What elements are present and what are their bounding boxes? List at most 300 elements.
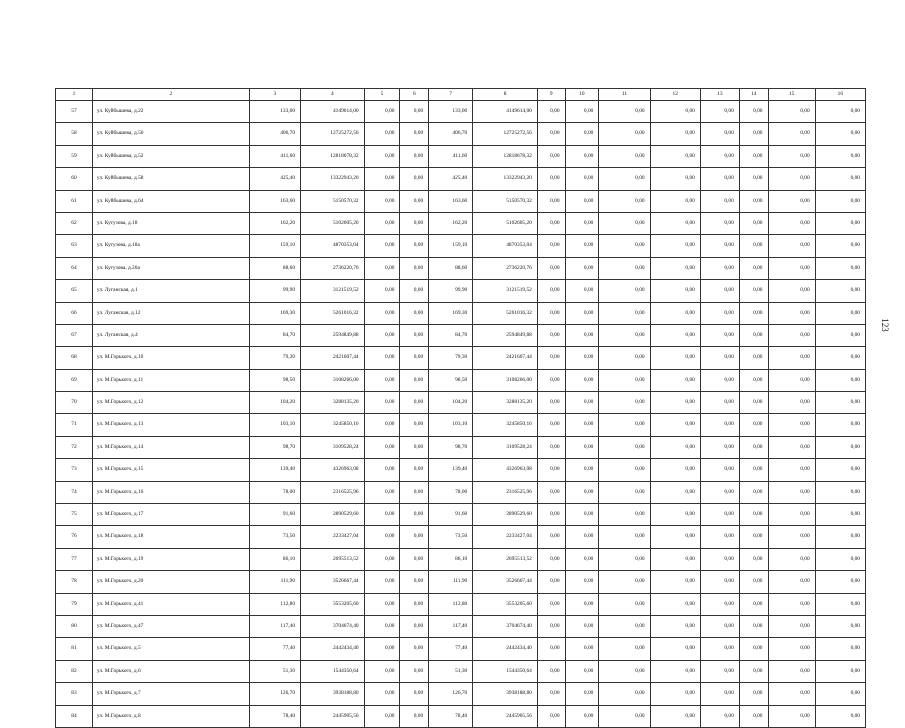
value-cell: 0,00 xyxy=(650,615,700,637)
value-cell: 2890529,60 xyxy=(301,504,365,526)
value-cell: 0,00 xyxy=(650,705,700,727)
value-cell: 0,00 xyxy=(537,459,565,481)
value-cell: 0,00 xyxy=(599,190,650,212)
table-row xyxy=(56,235,866,257)
value-cell: 0,00 xyxy=(537,414,565,436)
value-cell: 2736220,76 xyxy=(473,257,538,279)
value-cell: 0,00 xyxy=(815,392,865,414)
value-cell: 0,00 xyxy=(565,705,599,727)
value-cell: 0,00 xyxy=(599,705,650,727)
table-body xyxy=(56,89,866,728)
value-cell: 111,90 xyxy=(249,571,300,593)
value-cell: 5150570,32 xyxy=(473,190,538,212)
column-header: 6 xyxy=(400,89,429,101)
value-cell: 0,00 xyxy=(700,168,739,190)
value-cell: 0,00 xyxy=(400,235,429,257)
value-cell: 0,00 xyxy=(364,235,400,257)
value-cell: 0,00 xyxy=(739,660,768,682)
address-cell: ул. Кутузова, д.18 xyxy=(92,212,249,234)
address-cell: ул. Куйбышева, д.58 xyxy=(92,168,249,190)
value-cell: 0,00 xyxy=(599,212,650,234)
value-cell: 0,00 xyxy=(565,212,599,234)
value-cell: 0,00 xyxy=(768,145,815,167)
value-cell: 0,00 xyxy=(739,145,768,167)
value-cell: 0,00 xyxy=(700,145,739,167)
value-cell: 0,00 xyxy=(400,347,429,369)
value-cell: 0,00 xyxy=(650,324,700,346)
value-cell: 0,00 xyxy=(650,212,700,234)
value-cell: 0,00 xyxy=(537,145,565,167)
value-cell: 0,00 xyxy=(815,436,865,458)
address-cell: ул. М.Горького, д.5 xyxy=(92,638,249,660)
value-cell: 0,00 xyxy=(537,212,565,234)
value-cell: 0,00 xyxy=(650,459,700,481)
value-cell: 0,00 xyxy=(768,101,815,123)
value-cell: 0,00 xyxy=(815,414,865,436)
value-cell: 0,00 xyxy=(739,212,768,234)
value-cell: 0,00 xyxy=(565,504,599,526)
value-cell: 2316525,96 xyxy=(301,481,365,503)
value-cell: 86,10 xyxy=(249,548,300,570)
value-cell: 0,00 xyxy=(650,257,700,279)
table-row xyxy=(56,302,866,324)
value-cell: 0,00 xyxy=(700,101,739,123)
value-cell: 0,00 xyxy=(650,436,700,458)
value-cell: 0,00 xyxy=(537,392,565,414)
value-cell: 0,00 xyxy=(364,190,400,212)
value-cell: 12725272,56 xyxy=(301,123,365,145)
value-cell: 0,00 xyxy=(364,123,400,145)
value-cell: 86,10 xyxy=(429,548,473,570)
address-cell: ул. Кутузова, д.18а xyxy=(92,235,249,257)
value-cell: 0,00 xyxy=(815,123,865,145)
value-cell: 0,00 xyxy=(739,459,768,481)
value-cell: 3109528,24 xyxy=(301,436,365,458)
value-cell: 0,00 xyxy=(364,459,400,481)
value-cell: 0,00 xyxy=(599,235,650,257)
value-cell: 0,00 xyxy=(599,392,650,414)
value-cell: 0,00 xyxy=(364,347,400,369)
row-number-cell: 84 xyxy=(56,705,93,727)
value-cell: 139,40 xyxy=(249,459,300,481)
value-cell: 0,00 xyxy=(768,369,815,391)
value-cell: 3121519,52 xyxy=(473,280,538,302)
value-cell: 0,00 xyxy=(768,526,815,548)
value-cell: 4326963,08 xyxy=(473,459,538,481)
value-cell: 0,00 xyxy=(400,660,429,682)
address-cell: ул. Луганская, д.1 xyxy=(92,280,249,302)
value-cell: 0,00 xyxy=(565,660,599,682)
value-cell: 0,00 xyxy=(700,660,739,682)
value-cell: 0,00 xyxy=(700,683,739,705)
table-row xyxy=(56,369,866,391)
table-row xyxy=(56,683,866,705)
value-cell: 0,00 xyxy=(768,302,815,324)
value-cell: 0,00 xyxy=(537,436,565,458)
value-cell: 98,50 xyxy=(249,369,300,391)
row-number-cell: 59 xyxy=(56,145,93,167)
value-cell: 0,00 xyxy=(650,190,700,212)
value-cell: 12818678,32 xyxy=(301,145,365,167)
row-number-cell: 68 xyxy=(56,347,93,369)
value-cell: 112,80 xyxy=(249,593,300,615)
header-row xyxy=(56,89,866,101)
value-cell: 0,00 xyxy=(768,392,815,414)
value-cell: 2445905,56 xyxy=(473,705,538,727)
column-header: 1 xyxy=(56,89,93,101)
value-cell: 5102605,20 xyxy=(301,212,365,234)
value-cell: 0,00 xyxy=(537,705,565,727)
address-cell: ул. М.Горького, д.7 xyxy=(92,683,249,705)
value-cell: 0,00 xyxy=(537,168,565,190)
table-row xyxy=(56,324,866,346)
value-cell: 0,00 xyxy=(400,302,429,324)
value-cell: 0,00 xyxy=(565,392,599,414)
column-header: 15 xyxy=(768,89,815,101)
value-cell: 425,40 xyxy=(249,168,300,190)
value-cell: 0,00 xyxy=(700,347,739,369)
value-cell: 0,00 xyxy=(739,101,768,123)
value-cell: 0,00 xyxy=(537,660,565,682)
value-cell: 133,00 xyxy=(249,101,300,123)
value-cell: 3109528,24 xyxy=(473,436,538,458)
value-cell: 0,00 xyxy=(650,660,700,682)
value-cell: 0,00 xyxy=(565,101,599,123)
value-cell: 0,00 xyxy=(650,571,700,593)
value-cell: 1544350,64 xyxy=(473,660,538,682)
value-cell: 0,00 xyxy=(650,101,700,123)
value-cell: 0,00 xyxy=(400,190,429,212)
value-cell: 0,00 xyxy=(768,280,815,302)
value-cell: 84,70 xyxy=(249,324,300,346)
value-cell: 0,00 xyxy=(815,638,865,660)
value-cell: 98,50 xyxy=(429,369,473,391)
value-cell: 0,00 xyxy=(364,414,400,436)
row-number-cell: 71 xyxy=(56,414,93,436)
value-cell: 0,00 xyxy=(537,101,565,123)
address-cell: ул. Кутузова, д.20а xyxy=(92,257,249,279)
address-cell: ул. Луганская, д.4 xyxy=(92,324,249,346)
row-number-cell: 69 xyxy=(56,369,93,391)
value-cell: 0,00 xyxy=(565,168,599,190)
value-cell: 4870353,04 xyxy=(473,235,538,257)
value-cell: 0,00 xyxy=(537,548,565,570)
value-cell: 0,00 xyxy=(700,123,739,145)
value-cell: 162,20 xyxy=(249,212,300,234)
table-row xyxy=(56,280,866,302)
value-cell: 0,00 xyxy=(768,190,815,212)
value-cell: 78,40 xyxy=(249,705,300,727)
column-header: 16 xyxy=(815,89,865,101)
value-cell: 0,00 xyxy=(400,414,429,436)
value-cell: 0,00 xyxy=(768,481,815,503)
value-cell: 0,00 xyxy=(599,101,650,123)
value-cell: 0,00 xyxy=(599,280,650,302)
value-cell: 0,00 xyxy=(768,615,815,637)
value-cell: 0,00 xyxy=(650,526,700,548)
value-cell: 0,00 xyxy=(400,257,429,279)
address-cell: ул. М.Горького, д.20 xyxy=(92,571,249,593)
value-cell: 0,00 xyxy=(815,257,865,279)
value-cell: 0,00 xyxy=(537,615,565,637)
value-cell: 0,00 xyxy=(815,705,865,727)
value-cell: 0,00 xyxy=(700,414,739,436)
value-cell: 0,00 xyxy=(650,481,700,503)
value-cell: 91,60 xyxy=(429,504,473,526)
column-header: 13 xyxy=(700,89,739,101)
value-cell: 2695513,52 xyxy=(473,548,538,570)
row-number-cell: 83 xyxy=(56,683,93,705)
value-cell: 0,00 xyxy=(650,145,700,167)
value-cell: 0,00 xyxy=(700,705,739,727)
value-cell: 0,00 xyxy=(650,302,700,324)
value-cell: 0,00 xyxy=(700,280,739,302)
value-cell: 163,60 xyxy=(249,190,300,212)
value-cell: 3526667,44 xyxy=(473,571,538,593)
table-row xyxy=(56,548,866,570)
value-cell: 0,00 xyxy=(739,369,768,391)
row-number-cell: 66 xyxy=(56,302,93,324)
address-cell: ул. М.Горького, д.16 xyxy=(92,481,249,503)
value-cell: 5102605,20 xyxy=(473,212,538,234)
row-number-cell: 73 xyxy=(56,459,93,481)
address-cell: ул. М.Горького, д.10 xyxy=(92,347,249,369)
address-cell: ул. Куйбышева, д.52 xyxy=(92,145,249,167)
value-cell: 111,90 xyxy=(429,571,473,593)
column-header: 5 xyxy=(364,89,400,101)
value-cell: 0,00 xyxy=(599,436,650,458)
value-cell: 0,00 xyxy=(815,235,865,257)
value-cell: 0,00 xyxy=(739,504,768,526)
value-cell: 0,00 xyxy=(739,168,768,190)
value-cell: 411,60 xyxy=(429,145,473,167)
value-cell: 0,00 xyxy=(650,638,700,660)
table-row xyxy=(56,347,866,369)
value-cell: 0,00 xyxy=(739,235,768,257)
value-cell: 0,00 xyxy=(537,369,565,391)
value-cell: 126,70 xyxy=(429,683,473,705)
value-cell: 0,00 xyxy=(599,683,650,705)
value-cell: 0,00 xyxy=(565,526,599,548)
value-cell: 12818678,32 xyxy=(473,145,538,167)
value-cell: 104,20 xyxy=(249,392,300,414)
value-cell: 0,00 xyxy=(364,145,400,167)
value-cell: 0,00 xyxy=(400,593,429,615)
address-cell: ул. М.Горького, д.17 xyxy=(92,504,249,526)
value-cell: 0,00 xyxy=(768,436,815,458)
value-cell: 0,00 xyxy=(650,347,700,369)
value-cell: 0,00 xyxy=(739,324,768,346)
value-cell: 0,00 xyxy=(815,615,865,637)
value-cell: 0,00 xyxy=(537,504,565,526)
value-cell: 0,00 xyxy=(650,683,700,705)
value-cell: 5150570,32 xyxy=(301,190,365,212)
value-cell: 98,70 xyxy=(249,436,300,458)
value-cell: 112,80 xyxy=(429,593,473,615)
address-cell: ул. М.Горького, д.12 xyxy=(92,392,249,414)
value-cell: 51,30 xyxy=(429,660,473,682)
value-cell: 0,00 xyxy=(364,369,400,391)
table-row xyxy=(56,123,866,145)
table-row xyxy=(56,212,866,234)
value-cell: 0,00 xyxy=(537,638,565,660)
address-cell: ул. Куйбышева, д.50 xyxy=(92,123,249,145)
value-cell: 2442434,40 xyxy=(301,638,365,660)
value-cell: 0,00 xyxy=(815,459,865,481)
column-header: 11 xyxy=(599,89,650,101)
value-cell: 0,00 xyxy=(650,280,700,302)
value-cell: 0,00 xyxy=(565,638,599,660)
value-cell: 3288135,20 xyxy=(473,392,538,414)
row-number-cell: 70 xyxy=(56,392,93,414)
row-number-cell: 74 xyxy=(56,481,93,503)
value-cell: 162,20 xyxy=(429,212,473,234)
value-cell: 0,00 xyxy=(815,369,865,391)
address-cell: ул. Куйбышева, д.64 xyxy=(92,190,249,212)
value-cell: 0,00 xyxy=(565,593,599,615)
value-cell: 0,00 xyxy=(700,615,739,637)
value-cell: 0,00 xyxy=(400,369,429,391)
value-cell: 0,00 xyxy=(650,123,700,145)
value-cell: 0,00 xyxy=(768,548,815,570)
value-cell: 103,10 xyxy=(429,414,473,436)
column-header: 2 xyxy=(92,89,249,101)
value-cell: 0,00 xyxy=(815,683,865,705)
value-cell: 0,00 xyxy=(537,683,565,705)
value-cell: 5261016,32 xyxy=(473,302,538,324)
value-cell: 117,40 xyxy=(249,615,300,637)
value-cell: 0,00 xyxy=(650,548,700,570)
address-cell: ул. М.Горького, д.41 xyxy=(92,593,249,615)
value-cell: 0,00 xyxy=(815,504,865,526)
value-cell: 0,00 xyxy=(768,257,815,279)
value-cell: 77,40 xyxy=(249,638,300,660)
value-cell: 0,00 xyxy=(599,660,650,682)
address-cell: ул. М.Горького, д.13 xyxy=(92,414,249,436)
value-cell: 0,00 xyxy=(400,526,429,548)
value-cell: 0,00 xyxy=(537,481,565,503)
value-cell: 2890529,60 xyxy=(473,504,538,526)
value-cell: 0,00 xyxy=(599,168,650,190)
row-number-cell: 61 xyxy=(56,190,93,212)
value-cell: 73,50 xyxy=(429,526,473,548)
value-cell: 0,00 xyxy=(537,347,565,369)
value-cell: 0,00 xyxy=(700,257,739,279)
row-number-cell: 79 xyxy=(56,593,93,615)
value-cell: 73,50 xyxy=(249,526,300,548)
value-cell: 0,00 xyxy=(364,101,400,123)
value-cell: 0,00 xyxy=(599,257,650,279)
value-cell: 0,00 xyxy=(700,638,739,660)
column-header: 9 xyxy=(537,89,565,101)
value-cell: 3245850,16 xyxy=(301,414,365,436)
value-cell: 0,00 xyxy=(739,526,768,548)
value-cell: 0,00 xyxy=(768,504,815,526)
value-cell: 0,00 xyxy=(565,683,599,705)
value-cell: 0,00 xyxy=(739,548,768,570)
value-cell: 0,00 xyxy=(739,347,768,369)
value-cell: 0,00 xyxy=(364,168,400,190)
value-cell: 4326963,08 xyxy=(301,459,365,481)
value-cell: 0,00 xyxy=(599,347,650,369)
value-cell: 0,00 xyxy=(565,459,599,481)
value-cell: 0,00 xyxy=(739,414,768,436)
value-cell: 0,00 xyxy=(599,324,650,346)
value-cell: 2233427,04 xyxy=(473,526,538,548)
value-cell: 3108266,00 xyxy=(473,369,538,391)
value-cell: 0,00 xyxy=(768,347,815,369)
value-cell: 0,00 xyxy=(739,705,768,727)
row-number-cell: 75 xyxy=(56,504,93,526)
column-header: 3 xyxy=(249,89,300,101)
value-cell: 0,00 xyxy=(815,548,865,570)
value-cell: 2233427,04 xyxy=(301,526,365,548)
value-cell: 0,00 xyxy=(599,302,650,324)
value-cell: 2442434,40 xyxy=(473,638,538,660)
row-number-cell: 60 xyxy=(56,168,93,190)
row-number-cell: 67 xyxy=(56,324,93,346)
value-cell: 3704674,40 xyxy=(301,615,365,637)
value-cell: 406,70 xyxy=(249,123,300,145)
column-header: 10 xyxy=(565,89,599,101)
table-row xyxy=(56,638,866,660)
value-cell: 0,00 xyxy=(739,571,768,593)
column-header: 14 xyxy=(739,89,768,101)
value-cell: 0,00 xyxy=(815,660,865,682)
value-cell: 0,00 xyxy=(739,302,768,324)
value-cell: 0,00 xyxy=(364,705,400,727)
value-cell: 0,00 xyxy=(400,571,429,593)
address-cell: ул. М.Горького, д.6 xyxy=(92,660,249,682)
value-cell: 0,00 xyxy=(700,190,739,212)
value-cell: 169,30 xyxy=(249,302,300,324)
value-cell: 0,00 xyxy=(768,459,815,481)
value-cell: 0,00 xyxy=(700,504,739,526)
value-cell: 0,00 xyxy=(537,324,565,346)
value-cell: 0,00 xyxy=(650,168,700,190)
value-cell: 0,00 xyxy=(700,571,739,593)
value-cell: 0,00 xyxy=(815,324,865,346)
table-row xyxy=(56,436,866,458)
value-cell: 0,00 xyxy=(565,302,599,324)
value-cell: 0,00 xyxy=(565,190,599,212)
value-cell: 0,00 xyxy=(565,324,599,346)
value-cell: 0,00 xyxy=(768,324,815,346)
value-cell: 0,00 xyxy=(700,593,739,615)
data-table xyxy=(55,88,866,728)
value-cell: 0,00 xyxy=(400,145,429,167)
value-cell: 406,70 xyxy=(429,123,473,145)
value-cell: 0,00 xyxy=(400,436,429,458)
row-number-cell: 72 xyxy=(56,436,93,458)
value-cell: 3245850,16 xyxy=(473,414,538,436)
address-cell: ул. М.Горького, д.11 xyxy=(92,369,249,391)
row-number-cell: 62 xyxy=(56,212,93,234)
value-cell: 0,00 xyxy=(565,481,599,503)
address-cell: ул. Луганская, д.12 xyxy=(92,302,249,324)
value-cell: 0,00 xyxy=(815,212,865,234)
value-cell: 0,00 xyxy=(400,683,429,705)
value-cell: 0,00 xyxy=(537,302,565,324)
value-cell: 0,00 xyxy=(768,235,815,257)
value-cell: 0,00 xyxy=(565,571,599,593)
table-row xyxy=(56,101,866,123)
value-cell: 0,00 xyxy=(599,548,650,570)
value-cell: 3553205,60 xyxy=(301,593,365,615)
table-row xyxy=(56,705,866,727)
value-cell: 0,00 xyxy=(700,235,739,257)
value-cell: 0,00 xyxy=(815,280,865,302)
